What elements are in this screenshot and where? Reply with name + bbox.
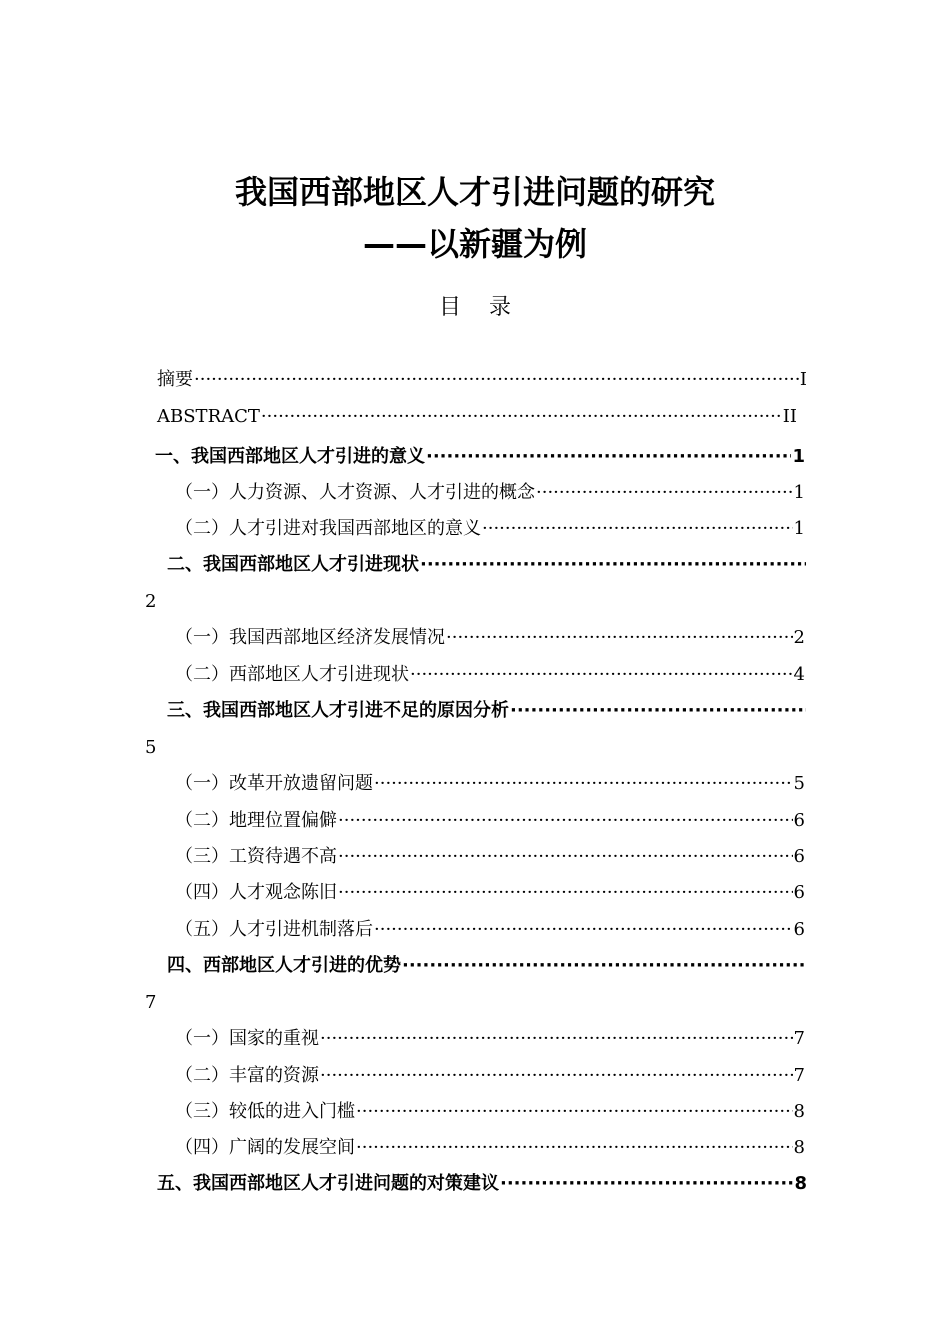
toc-entry[interactable]: （五）人才引进机制落后 ····· 6 [175, 912, 805, 948]
toc-entry[interactable]: （二）西部地区人才引进现状 ····· 4 [175, 657, 805, 693]
toc-entry[interactable]: （四）广阔的发展空间 ····· 8 [175, 1130, 805, 1166]
toc-heading: 目录 [438, 295, 539, 320]
toc-entry[interactable]: ABSTRACT ····· II [157, 399, 797, 435]
toc-entry[interactable]: （三）工资待遇不高 ····· 6 [175, 839, 805, 875]
toc-page-number: 7 [145, 992, 157, 1013]
toc-entry[interactable]: 二、我国西部地区人才引进现状 ····· [167, 547, 807, 583]
document-title: 我国西部地区人才引进问题的研究 [234, 173, 715, 211]
toc-entry[interactable]: （四）人才观念陈旧 ····· 6 [175, 875, 805, 911]
toc-entry[interactable]: 五、我国西部地区人才引进问题的对策建议 ····· 8 [157, 1166, 807, 1202]
toc-page-number: 5 [145, 737, 157, 758]
toc-entry[interactable]: （二）地理位置偏僻 ····· 6 [175, 803, 805, 839]
toc-entry[interactable]: 一、我国西部地区人才引进的意义 ····· 1 [155, 439, 805, 475]
toc-entry[interactable]: （二）人才引进对我国西部地区的意义 ····· 1 [175, 511, 805, 547]
toc-page-number: 2 [145, 591, 157, 612]
toc-entry[interactable]: 三、我国西部地区人才引进不足的原因分析 ····· [167, 693, 807, 729]
document-subtitle: ——以新疆为例 [362, 225, 587, 263]
toc-entry[interactable]: （一）国家的重视 ····· 7 [175, 1021, 805, 1057]
toc-entry[interactable]: （一）人力资源、人才资源、人才引进的概念 ····· 1 [175, 475, 805, 511]
toc-entry[interactable]: （三）较低的进入门槛 ····· 8 [175, 1094, 805, 1130]
toc-entry[interactable]: 摘要 ····· I [157, 362, 807, 398]
toc-entry[interactable]: （二）丰富的资源 ····· 7 [175, 1058, 805, 1094]
toc-entry[interactable]: （一）改革开放遗留问题 ····· 5 [175, 766, 805, 802]
toc-entry[interactable]: （一）我国西部地区经济发展情况 ····· 2 [175, 620, 805, 656]
toc-entry[interactable]: 四、西部地区人才引进的优势 ····· [167, 948, 807, 984]
